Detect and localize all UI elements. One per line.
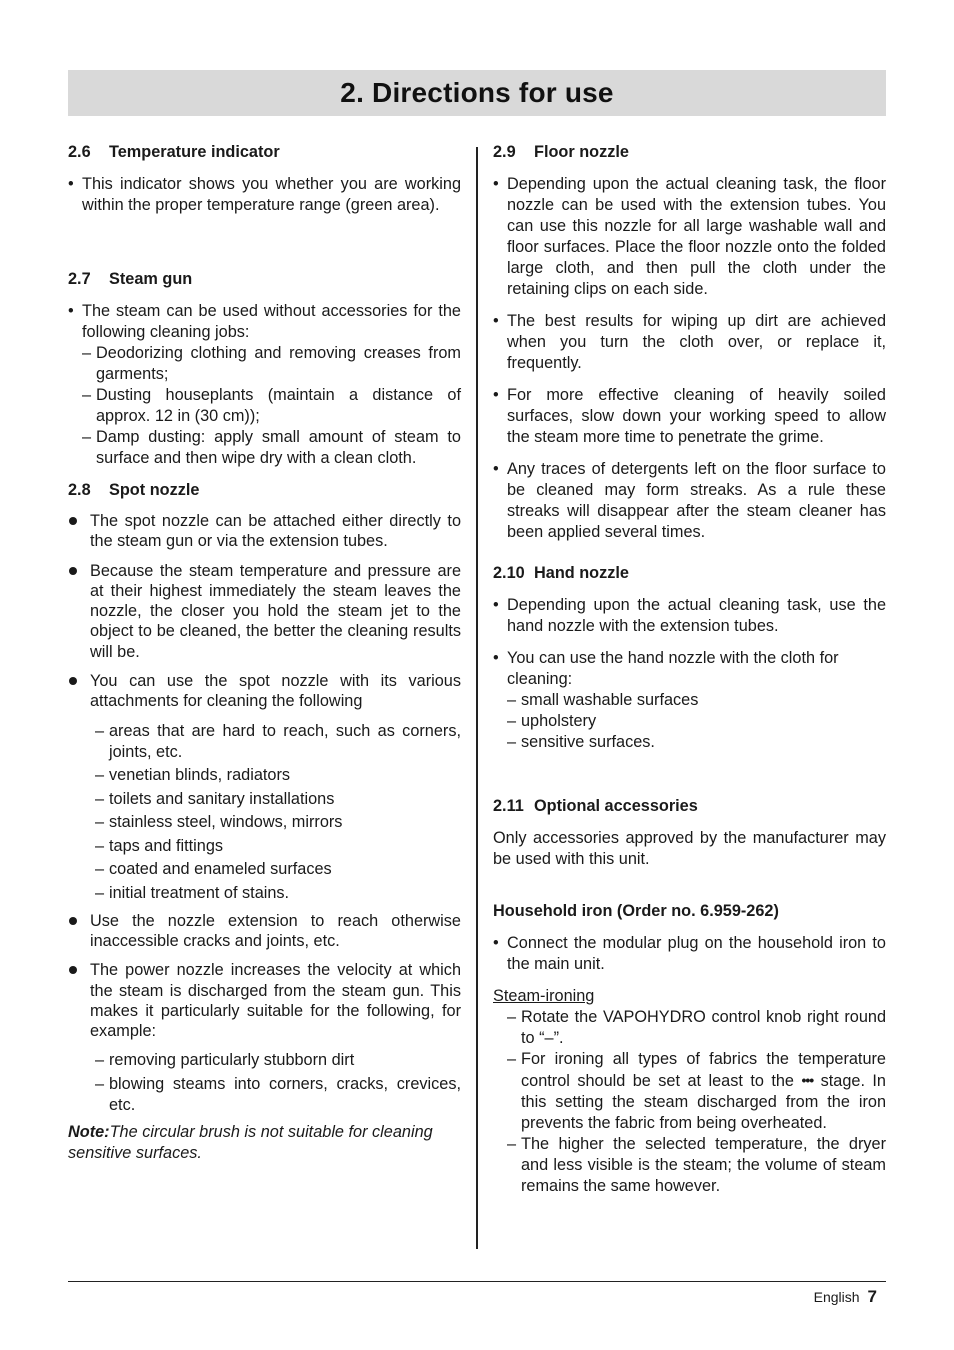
dash-item: – areas that are hard to reach, such as corners, joints, etc.: [95, 721, 461, 763]
steam-level-icon: •••: [801, 1072, 814, 1088]
dash-item: – initial treatment of stains.: [95, 883, 461, 904]
list-item: • Depending upon the actual cleaning task, use the hand nozzle with the extension tubes.: [493, 595, 886, 637]
left-column: [68, 142, 461, 1164]
dash-item: – taps and fittings: [95, 836, 461, 857]
list-item: • The steam can be used without accessories for the following cleaning jobs:: [68, 301, 461, 343]
dash-item: – small washable surfaces: [507, 690, 886, 711]
list-item: • Depending upon the actual cleaning task, the floor nozzle can be used with the extension tubes. You can use this nozzle for all large washable wall and floor surfaces. Place the floor nozzle onto the folded large cloth, and then pull the cloth under the retaining clips on each side.: [493, 174, 886, 300]
dash-list: [95, 1050, 461, 1116]
section-heading-2-8: 2.8 Spot nozzle: [68, 481, 200, 499]
note-label: Note:: [68, 1122, 110, 1141]
page-number: 7: [867, 1287, 877, 1306]
footer-rule: [68, 1281, 886, 1282]
note: [68, 1122, 461, 1164]
household-iron-heading: Household iron (Order no. 6.959-262): [493, 902, 779, 920]
section-heading-2-6: 2.6 Temperature indicator: [68, 143, 280, 161]
footer-language: English: [813, 1289, 860, 1305]
dash-item: – stainless steel, windows, mirrors: [95, 812, 461, 833]
list-item: • This indicator shows you whether you are working within the proper temperature range (green area).: [68, 174, 461, 216]
footer: [814, 1287, 877, 1307]
section-heading-2-9: 2.9 Floor nozzle: [493, 143, 629, 161]
dash-list: [95, 721, 461, 904]
dash-item: – venetian blinds, radiators: [95, 765, 461, 786]
list-item: You can use the spot nozzle with its various attachments for cleaning the following: [68, 671, 461, 712]
dash-item: – Damp dusting: apply small amount of steam to surface and then wipe dry with a clean cloth.: [82, 427, 461, 469]
dash-item: – toilets and sanitary installations: [95, 789, 461, 810]
page-title: 2. Directions for use: [340, 77, 614, 108]
dash-item: – sensitive surfaces.: [507, 732, 886, 753]
column-divider: [476, 147, 478, 1249]
dash-list: [82, 343, 461, 469]
right-column: [493, 142, 886, 1197]
dash-item: – removing particularly stubborn dirt: [95, 1050, 461, 1071]
dash-item: – Deodorizing clothing and removing creases from garments;: [82, 343, 461, 385]
note-text: The circular brush is not suitable for cleaning sensitive surfaces.: [68, 1122, 433, 1162]
list-item: The power nozzle increases the velocity at which the steam is discharged from the steam gun. This makes it particularly suitable for the following, for example:: [68, 960, 461, 1041]
list-item: The spot nozzle can be attached either directly to the steam gun or via the extension tubes.: [68, 511, 461, 552]
list-item: • You can use the hand nozzle with the cloth for cleaning:: [493, 648, 886, 690]
title-bar: [68, 70, 886, 116]
list-item: Because the steam temperature and pressure are at their highest immediately the steam leaves the nozzle, the closer you hold the steam jet to the object to be cleaned, the better the cleaning results will be.: [68, 561, 461, 662]
list-item: • Any traces of detergents left on the floor surface to be cleaned may form streaks. As a rule these streaks will disappear after the steam cleaner has been applied several times.: [493, 459, 886, 543]
section-heading-2-11: 2.11 Optional accessories: [493, 797, 698, 815]
dash-item: – Dusting houseplants (maintain a distance of approx. 12 in (30 cm));: [82, 385, 461, 427]
list-item: Use the nozzle extension to reach otherwise inaccessible cracks and joints, etc.: [68, 911, 461, 952]
dash-item: – coated and enameled surfaces: [95, 859, 461, 880]
paragraph: Only accessories approved by the manufacturer may be used with this unit.: [493, 829, 886, 868]
dash-item: – blowing steams into corners, cracks, crevices, etc.: [95, 1074, 461, 1116]
dash-list: [507, 1007, 886, 1197]
list-item: • Connect the modular plug on the household iron to the main unit.: [493, 933, 886, 975]
dash-list: [507, 690, 886, 753]
list-item: • For more effective cleaning of heavily soiled surfaces, slow down your working speed to allow the steam more time to penetrate the grime.: [493, 385, 886, 448]
dash-item: – The higher the selected temperature, the dryer and less visible is the steam; the volume of steam remains the same however.: [507, 1134, 886, 1197]
section-heading-2-10: 2.10 Hand nozzle: [493, 564, 629, 582]
dash-item: – upholstery: [507, 711, 886, 732]
steam-ironing-subheading: Steam-ironing: [493, 987, 595, 1005]
dash-item: – For ironing all types of fabrics the temperature control should be set at least to the ••• stage. In this setting the steam discharged from the iron prevents the fabric from being overheated.: [507, 1049, 886, 1134]
dash-item: – Rotate the VAPOHYDRO control knob right round to “–”.: [507, 1007, 886, 1049]
list-item: • The best results for wiping up dirt are achieved when you turn the cloth over, or replace it, frequently.: [493, 311, 886, 374]
section-heading-2-7: 2.7 Steam gun: [68, 270, 193, 288]
